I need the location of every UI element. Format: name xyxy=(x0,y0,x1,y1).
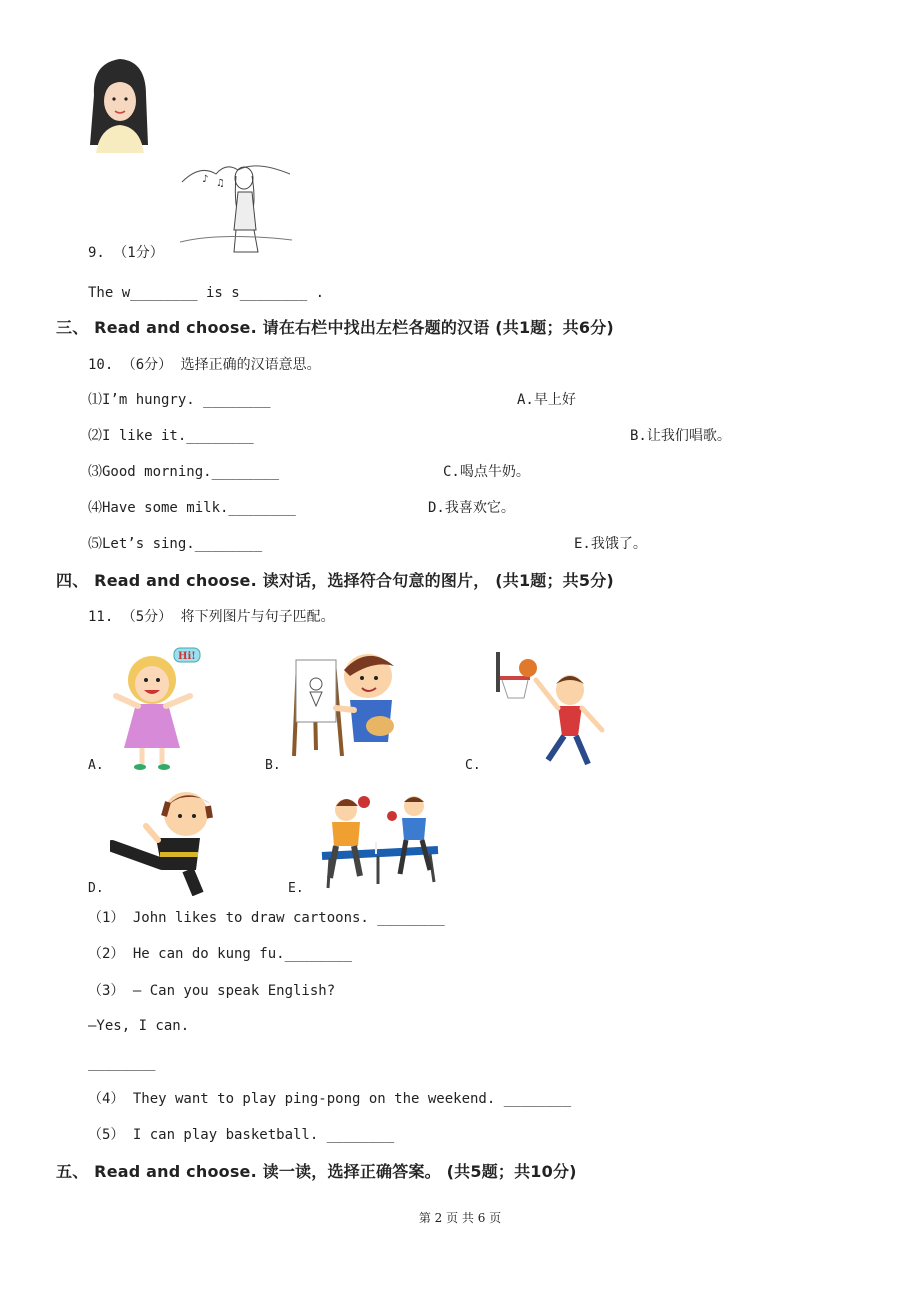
q11-answer-blank: ________ xyxy=(88,1055,156,1071)
q10-left-item: ⑷Have some milk.________ xyxy=(88,500,296,516)
q11-item: （5） I can play basketball. ________ xyxy=(88,1127,395,1143)
q11-item: （3） — Can you speak English? xyxy=(88,983,336,999)
picture-label: B. xyxy=(265,758,281,773)
hi-bubble-text: Hi! xyxy=(178,651,196,662)
picture-label: A. xyxy=(88,758,104,773)
picture-label: C. xyxy=(465,758,481,773)
q10-right-item: E.我饿了。 xyxy=(574,536,647,552)
q11-item: （4） They want to play ping-pong on the weekend. ________ xyxy=(88,1091,572,1107)
q11-item: —Yes, I can. xyxy=(88,1018,190,1034)
section-5-title: 五、 Read and choose. 读一读，选择正确答案。 (共5题；共10分) xyxy=(56,1162,577,1181)
q10-right-item: C.喝点牛奶。 xyxy=(443,464,530,480)
question-9-sentence: The w________ is s________ . xyxy=(88,285,325,301)
svg-text:♫: ♫ xyxy=(216,178,225,189)
picture-e-kids-ping-pong xyxy=(318,792,446,890)
q10-right-item: D.我喜欢它。 xyxy=(428,500,515,516)
section-3-title: 三、 Read and choose. 请在右栏中找出左栏各题的汉语 (共1题；共6分) xyxy=(56,318,614,337)
q11-item: （2） He can do kung fu.________ xyxy=(88,946,353,962)
q10-left-item: ⑶Good morning.________ xyxy=(88,464,280,480)
q10-left-item: ⑸Let’s sing.________ xyxy=(88,536,263,552)
section-4-title: 四、 Read and choose. 读对话，选择符合句意的图片， (共1题；共5分) xyxy=(56,571,614,590)
picture-label: D. xyxy=(88,881,104,896)
question-9-number: 9. （1分） xyxy=(88,245,164,261)
q10-left-item: ⑴I’m hungry. ________ xyxy=(88,392,271,408)
picture-b-boy-drawing xyxy=(288,646,404,764)
picture-a-girl-saying-hi xyxy=(108,644,204,772)
q10-right-item: B.让我们唱歌。 xyxy=(630,428,731,444)
picture-d-boy-kung-fu xyxy=(110,784,216,896)
picture-c-boy-basketball xyxy=(492,646,608,772)
q10-left-item: ⑵I like it.________ xyxy=(88,428,254,444)
question-11-number: 11. （5分） 将下列图片与句子匹配。 xyxy=(88,609,335,625)
picture-label: E. xyxy=(288,881,304,896)
question-10-number: 10. （6分） 选择正确的汉语意思。 xyxy=(88,357,321,373)
girl-portrait-image xyxy=(86,55,152,153)
singing-girl-sketch-image xyxy=(180,160,292,260)
page-footer: 第 2 页 共 6 页 xyxy=(418,1211,502,1225)
svg-text:♪: ♪ xyxy=(202,174,209,185)
q11-item: （1） John likes to draw cartoons. ________ xyxy=(88,910,445,926)
q10-right-item: A.早上好 xyxy=(517,392,576,408)
